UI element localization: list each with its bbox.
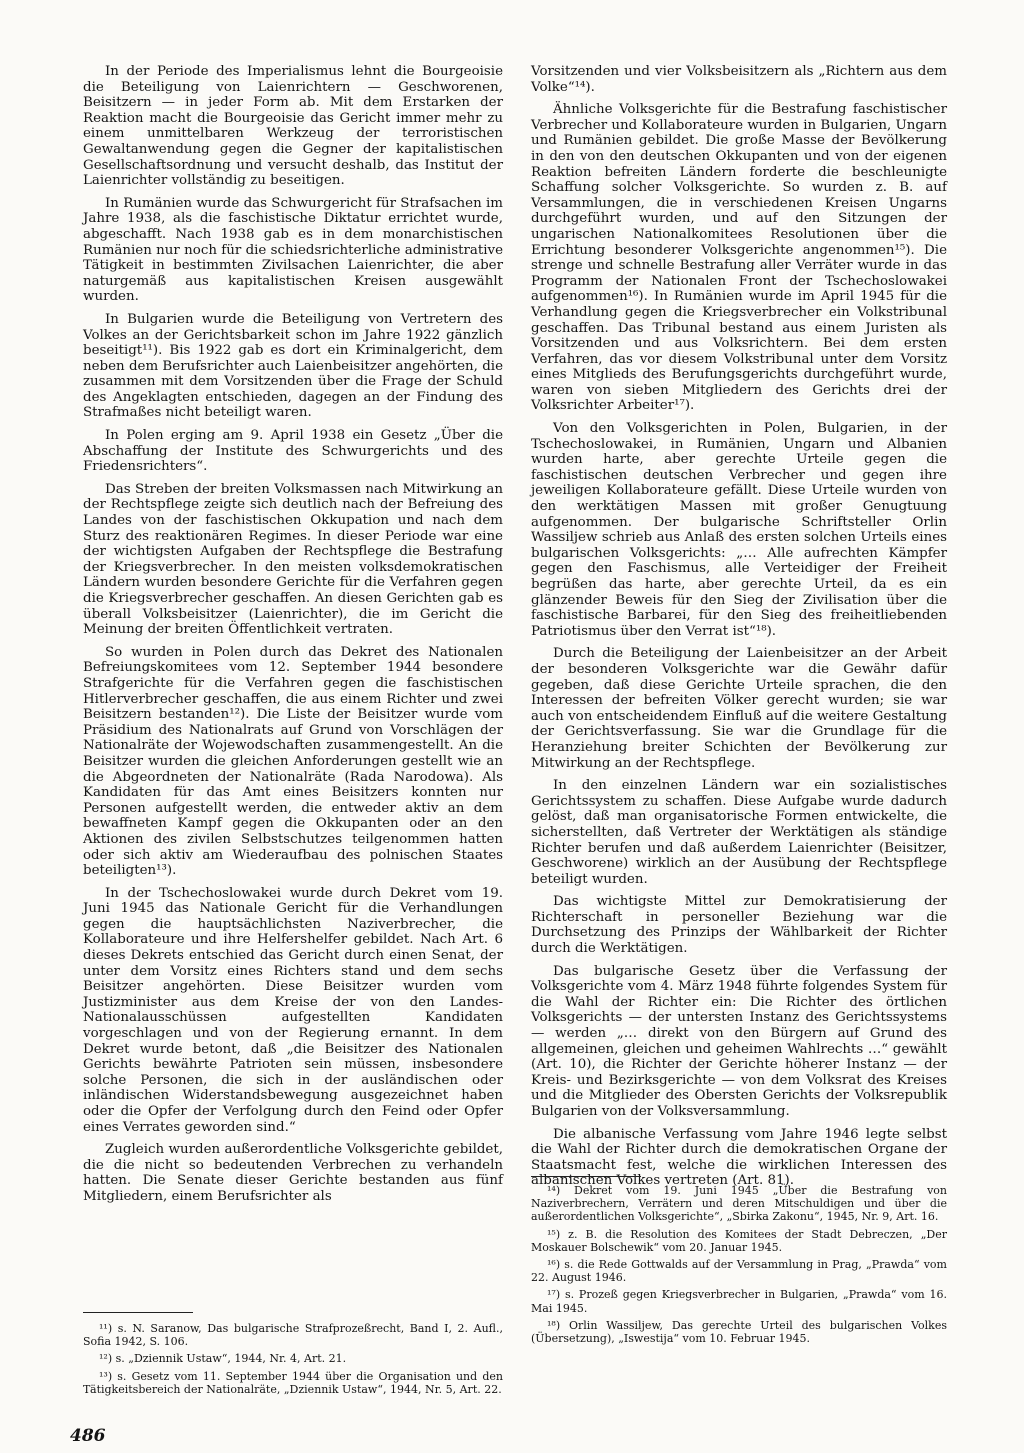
paragraph: So wurden in Polen durch das Dekret des Nationalen Befreiungskomitees vom 12. September 1944 besondere Strafgerichte für die Verfahren gegen die faschistischen Hitlerverbrecher geschaffen, die aus einem Richter und zwei Beisitzern bestanden¹²). Die Liste der Beisitzer wurde vom Präsidium des Nationalrats auf Grund von Vorschlägen der Nationalräte der Wojewodschaften zusammengestellt. An die Beisitzer wurden die gleichen Anforderungen gestellt wie an die Abgeordneten der Nationalräte (Rada Narodowa). Als Kandidaten für das Amt eines Beisitzers konnten nur Personen aufgestellt werden, die entweder aktiv an dem bewaffneten Kampf gegen die Okkupanten oder an den Aktionen des zivilen Selbstschutzes teilgenommen hatten oder sich aktiv am Wiederaufbau des polnischen Staates beteiligten¹³). [83, 644, 503, 879]
footnote: ¹³) s. Gesetz vom 11. September 1944 über die Organisation und den Tätigkeitsbereich der Nationalräte, „Dziennik Ustaw“, 1944, Nr. 5, Art. 22. [83, 1369, 503, 1396]
footnotes-right [531, 1184, 947, 1349]
left-column [83, 64, 503, 1205]
paragraph: In der Tschechoslowakei wurde durch Dekret vom 19. Juni 1945 das Nationale Gericht für die Verhandlungen gegen die hauptsächlichsten Naziverbrecher, die Kollaborateure und ihre Helfershelfer gebildet. Nach Art. 6 dieses Dekrets entschied das Gericht durch einen Senat, der unter dem Vorsitz eines Richters stand und dem sechs Beisitzer angehörten. Diese Beisitzer wurden vom Justizminister aus dem Kreise der von den Landes-Nationalausschüssen aufgestellten Kandidaten vorgeschlagen und von der Regierung ernannt. In dem Dekret wurde betont, daß „die Beisitzer des Nationalen Gerichts bewährte Patrioten sein müssen, insbesondere solche Personen, die sich in der ausländischen oder inländischen Widerstandsbewegung ausgezeichnet haben oder die Opfer der Verfolgung durch den Feind oder Opfer eines Verrates geworden sind.“ [83, 885, 503, 1135]
footnote-divider [531, 1176, 641, 1177]
paragraph: In den einzelnen Ländern war ein sozialistisches Gerichtssystem zu schaffen. Diese Aufgabe wurde dadurch gelöst, daß man organisatorische Formen entwickelte, die sicherstellten, daß Vertreter der Werktätigen als ständige Richter berufen und daß außerdem Laienrichter (Beisitzer, Geschworene) wirklich an der Ausübung der Rechtspflege beteiligt wurden. [531, 778, 947, 887]
paragraph: In der Periode des Imperialismus lehnt die Bourgeoisie die Beteiligung von Laienrichtern — Geschworenen, Beisitzern — in jeder Form ab. Mit dem Erstarken der Reaktion macht die Bourgeoisie das Gericht immer mehr zu einem unmittelbaren Werkzeug der terroristischen Gewaltanwendung gegen die Gegner der kapitalistischen Gesellschaftsordnung und versucht deshalb, das Institut der Laienrichter vollständig zu beseitigen. [83, 64, 503, 189]
page-number: 486 [70, 1426, 106, 1446]
footnote: ¹⁵) z. B. die Resolution des Komitees der Stadt Debreczen, „Der Moskauer Bolschewik“ vom 20. Januar 1945. [531, 1227, 947, 1254]
paragraph: In Rumänien wurde das Schwurgericht für Strafsachen im Jahre 1938, als die faschistische Diktatur errichtet wurde, abgeschafft. Nach 1938 gab es in dem monarchistischen Rumänien nur noch für die schiedsrichterliche administrative Tätigkeit in bestimmten Zivilsachen Laienrichter, die aber naturgemäß aus kapitalistischen Kreisen ausgewählt wurden. [83, 195, 503, 305]
footnotes-left [83, 1322, 503, 1400]
footnote: ¹⁴) Dekret vom 19. Juni 1945 „Über die Bestrafung von Naziverbrechern, Verrätern und deren Mitschuldigen und über die außerordentlichen Volksgerichte“, „Sbirka Zakonu“, 1945, Nr. 9, Art. 16. [531, 1184, 947, 1224]
paragraph: Durch die Beteiligung der Laienbeisitzer an der Arbeit der besonderen Volksgerichte war die Gewähr dafür gegeben, daß diese Gerichte Urteile sprachen, die den Interessen der befreiten Völker gerecht wurden; sie war auch von entscheidendem Einfluß auf die weitere Gestaltung der Gerichtsverfassung. Sie war die Grundlage für die Heranziehung breiter Schichten der Bevölkerung zur Mitwirkung an der Rechtspflege. [531, 646, 947, 771]
paragraph: In Bulgarien wurde die Beteiligung von Vertretern des Volkes an der Gerichtsbarkeit schon im Jahre 1922 gänzlich beseitigt¹¹). Bis 1922 gab es dort ein Kriminalgericht, dem neben dem Berufsrichter auch Laienbeisitzer angehörten, die zusammen mit dem Vorsitzenden über die Frage der Schuld des Angeklagten entschieden, dagegen an der Findung des Strafmaßes nicht beteiligt waren. [83, 311, 503, 421]
footnote: ¹¹) s. N. Saranow, Das bulgarische Strafprozeßrecht, Band I, 2. Aufl., Sofia 1942, S. 106. [83, 1322, 503, 1349]
footnote: ¹⁷) s. Prozeß gegen Kriegsverbrecher in Bulgarien, „Prawda“ vom 16. Mai 1945. [531, 1288, 947, 1315]
paragraph: Ähnliche Volksgerichte für die Bestrafung faschistischer Verbrecher und Kollaborateure wurden in Bulgarien, Ungarn und Rumänien gebildet. Die große Masse der Bevölkerung in den von den deutschen Okkupanten und von der eigenen Reaktion befreiten Ländern forderte die beschleunigte Schaffung solcher Volksgerichte. So wurden z. B. auf Versammlungen, die in verschiedenen Kreisen Ungarns durchgeführt wurden, und auf den Sitzungen der ungarischen Nationalkomitees Resolutionen über die Errichtung besonderer Volksgerichte angenommen¹⁵). Die strenge und schnelle Bestrafung aller Verräter wurde in das Programm der Nationalen Front der Tschechoslowakei aufgenommen¹⁶). In Rumänien wurde im April 1945 für die Verhandlung gegen die Kriegsverbrecher ein Volkstribunal geschaffen. Das Tribunal bestand aus einem Juristen als Vorsitzenden und aus Volksrichtern. Bei dem ersten Verfahren, das vor diesem Volkstribunal unter dem Vorsitz eines Mitglieds des Berufungsgerichts durchgeführt wurde, waren von sieben Mitgliedern des Gerichts drei der Volksrichter Arbeiter¹⁷). [531, 102, 947, 414]
footnote: ¹⁸) Orlin Wassiljew, Das gerechte Urteil des bulgarischen Volkes (Übersetzung), „Iswestija“ vom 10. Februar 1945. [531, 1318, 947, 1346]
footnote: ¹⁶) s. die Rede Gottwalds auf der Versammlung in Prag, „Prawda“ vom 22. August 1946. [531, 1258, 947, 1285]
paragraph: Das wichtigste Mittel zur Demokratisierung der Richterschaft in personeller Beziehung war die Durchsetzung des Prinzips der Wählbarkeit der Richter durch die Werktätigen. [531, 894, 947, 957]
paragraph: In Polen erging am 9. April 1938 ein Gesetz „Über die Abschaffung der Institute des Schwurgerichts und des Friedensrichters“. [83, 428, 503, 475]
paragraph: Die albanische Verfassung vom Jahre 1946 legte selbst die Wahl der Richter durch die demokratischen Organe der Staatsmacht fest, welche die wirklichen Interessen des albanischen Volkes vertreten (Art. 81). [531, 1126, 947, 1189]
footnote-divider [83, 1312, 193, 1313]
paragraph: Vorsitzenden und vier Volksbeisitzern als „Richtern aus dem Volke“¹⁴). [531, 64, 947, 95]
right-column [531, 64, 947, 1189]
paragraph: Das bulgarische Gesetz über die Verfassung der Volksgerichte vom 4. März 1948 führte folgendes System für die Wahl der Richter ein: Die Richter des örtlichen Volksgerichts — der untersten Instanz des Gerichtssystems — werden „… direkt von den Bürgern auf Grund des allgemeinen, gleichen und geheimen Wahlrechts …“ gewählt (Art. 10), die Richter der Gerichte höherer Instanz — der Kreis- und Bezirksgerichte — von dem Volksrat des Kreises und die Mitglieder des Obersten Gerichts der Volksrepublik Bulgarien von der Volksversammlung. [531, 963, 947, 1119]
paragraph: Das Streben der breiten Volksmassen nach Mitwirkung an der Rechtspflege zeigte sich deutlich nach der Befreiung des Landes von der faschistischen Okkupation und nach dem Sturz des reaktionären Regimes. In dieser Periode war eine der wichtigsten Aufgaben der Rechtspflege die Bestrafung der Kriegsverbrecher. In den meisten volksdemokratischen Ländern wurden besondere Gerichte für die Verfahren gegen die Kriegsverbrecher geschaffen. An diesen Gerichten gab es überall Volksbeisitzer (Laienrichter), die im Gericht die Meinung der breiten Öffentlichkeit vertraten. [83, 481, 503, 638]
paragraph: Von den Volksgerichten in Polen, Bulgarien, in der Tschechoslowakei, in Rumänien, Ungarn und Albanien wurden harte, aber gerechte Urteile gegen die faschistischen deutschen Verbrecher und gegen ihre jeweiligen Kollaborateure gefällt. Diese Urteile wurden von den werktätigen Massen mit großer Genugtuung aufgenommen. Der bulgarische Schriftsteller Orlin Wassiljew schrieb aus Anlaß des ersten solchen Urteils eines bulgarischen Volksgerichts: „… Alle aufrechten Kämpfer gegen den Faschismus, alle Verteidiger der Freiheit begrüßen das harte, aber gerechte Urteil, da es ein glänzender Beweis für den Sieg der Zivilisation über die faschistische Barbarei, für den Sieg des freiheitliebenden Patriotismus über den Verrat ist“¹⁸). [531, 421, 947, 639]
paragraph: Zugleich wurden außerordentliche Volksgerichte gebildet, die die nicht so bedeutenden Verbrechen zu verhandeln hatten. Die Senate dieser Gerichte bestanden aus fünf Mitgliedern, einem Berufsrichter als [83, 1142, 503, 1204]
footnote: ¹²) s. „Dziennik Ustaw“, 1944, Nr. 4, Art. 21. [99, 1352, 347, 1366]
